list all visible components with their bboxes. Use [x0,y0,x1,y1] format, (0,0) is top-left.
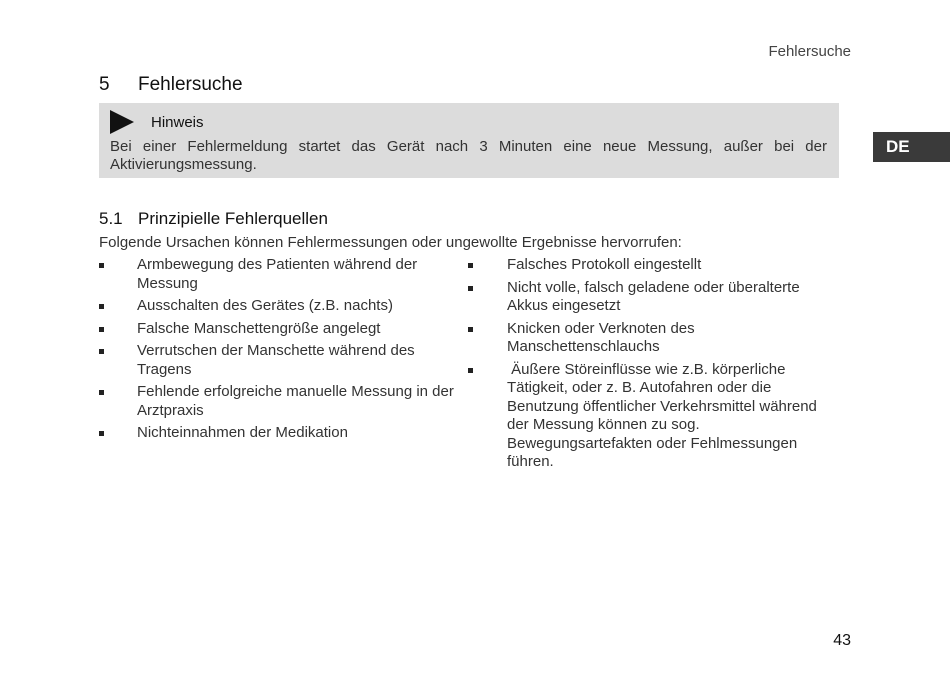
list-item [99,297,459,316]
bullet-square-icon [99,431,104,436]
play-triangle-icon [110,110,134,134]
list-item-text: Nicht volle, falsch geladene oder überalterte Akkus eingesetzt [507,278,800,314]
list-item [468,256,828,275]
list-item [99,342,459,379]
list-item-text: Äußere Störeinflüsse wie z.B. körperliche Tätigkeit, oder z. B. Autofahren oder die Benutzung öffentlicher Verkehrsmittel während der Messung können zu sog. Bewegungsartefakten oder Fehlmessungen führen. [507,360,822,470]
list-item [99,424,459,443]
bullet-square-icon [99,263,104,268]
section-title: Prinzipielle Fehlerquellen [138,209,328,228]
list-item-text: Nichteinnahmen der Medikation [137,424,348,441]
note-text: Bei einer Fehlermeldung startet das Gerät nach 3 Minuten eine neue Messung, außer bei der Aktivierungsmessung. [110,138,827,173]
bullet-square-icon [468,286,473,291]
list-item [99,320,459,339]
running-header: Fehlersuche [768,43,851,60]
list-item [99,256,459,293]
note-header [110,108,827,136]
list-item-text: Fehlende erfolgreiche manuelle Messung in der Arztpraxis [137,383,454,419]
note-box [99,103,839,178]
chapter-number: 5 [99,74,110,95]
bullet-square-icon [468,263,473,268]
list-item [468,361,828,472]
list-item [99,383,459,420]
chapter-title: Fehlersuche [138,74,243,95]
left-bullet-list [99,256,459,447]
note-title: Hinweis [151,113,204,131]
bullet-square-icon [99,327,104,332]
list-item-text: Armbewegung des Patienten während der Messung [137,256,418,292]
list-item-text: Falsche Manschettengröße angelegt [137,319,381,337]
list-item [468,279,828,316]
bullet-square-icon [99,349,104,354]
bullet-square-icon [468,368,473,373]
intro-text: Folgende Ursachen können Fehlermessungen oder ungewollte Ergebnisse hervorrufen: [99,234,682,251]
section-number: 5.1 [99,209,123,228]
list-item-text: Knicken oder Verknoten des Manschettenschlauchs [507,319,695,355]
list-item-text: Ausschalten des Gerätes (z.B. nachts) [137,297,393,314]
page-number: 43 [833,632,851,649]
chapter-heading [99,74,243,96]
section-heading [99,209,328,229]
right-bullet-list [468,256,828,476]
list-item-text: Falsches Protokoll eingestellt [507,256,702,273]
bullet-square-icon [468,327,473,332]
list-item [468,320,828,357]
list-item-text: Verrutschen der Manschette während des Tragens [137,342,415,378]
bullet-square-icon [99,390,104,395]
language-tab: DE [873,132,950,162]
bullet-square-icon [99,304,104,309]
